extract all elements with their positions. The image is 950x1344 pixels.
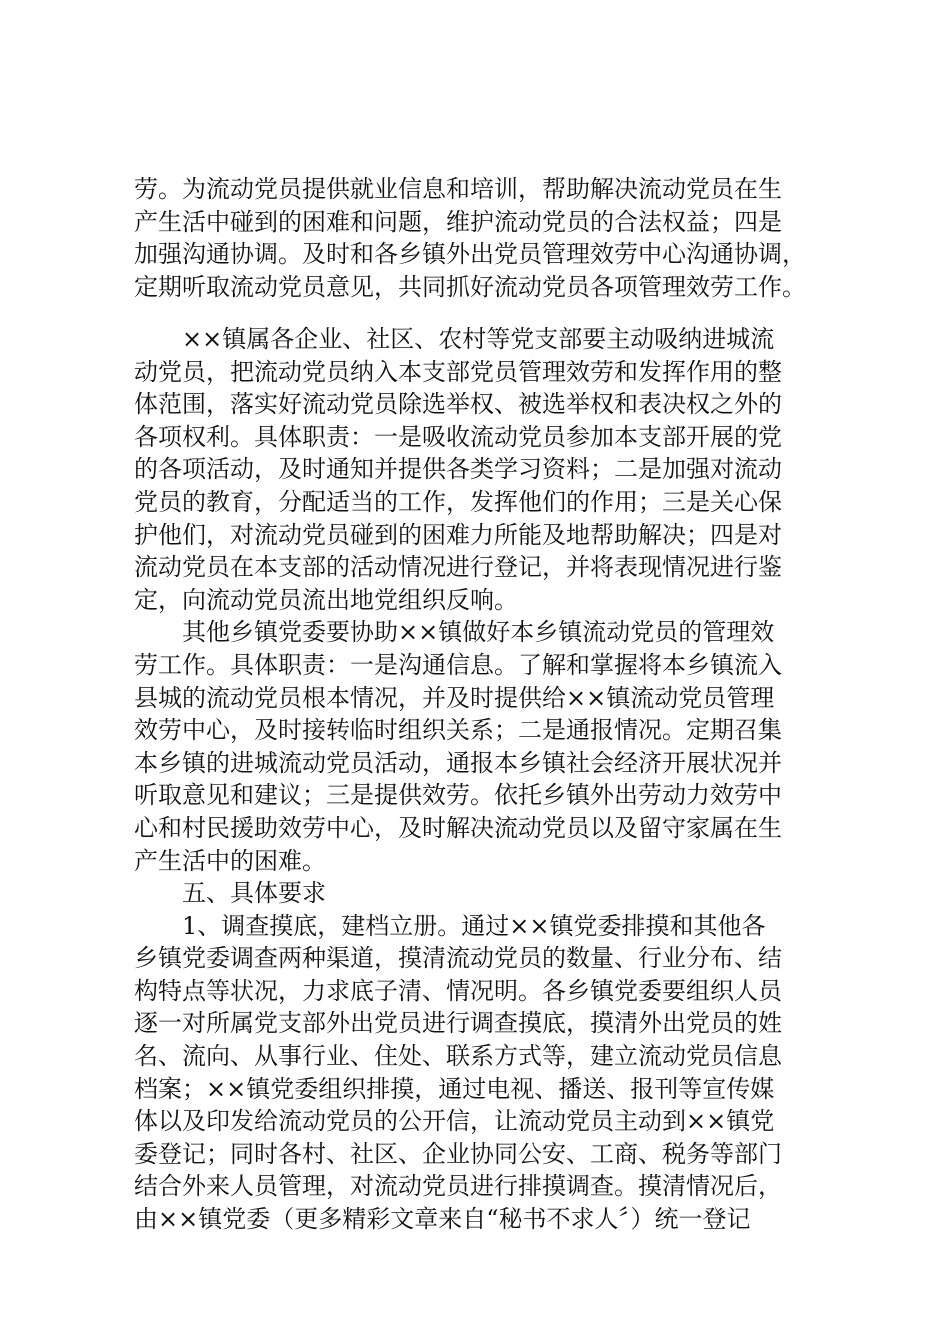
text-line: 效劳中心，及时接转临时组织关系；二是通报情况。定期召集 [134, 716, 782, 745]
text-line: 加强沟通协调。及时和各乡镇外出党员管理效劳中心沟通协调， [134, 240, 806, 269]
paragraph-continuation [134, 173, 824, 303]
text-line: 1、调查摸底，建档立册。通过××镇党委排摸和其他各 [182, 911, 766, 940]
main-text [134, 323, 824, 1236]
text-line: 党员的教育，分配适当的工作，发挥他们的作用；三是关心保 [134, 487, 782, 516]
text-line: 心和村民援助效劳中心，及时解决流动党员以及留守家属在生 [134, 813, 782, 842]
text-line: 劳。为流动党员提供就业信息和培训，帮助解决流动党员在生 [134, 175, 782, 203]
text-line: 其他乡镇党委要协助××镇做好本乡镇流动党员的管理效 [182, 618, 775, 647]
text-line: 体范围，落实好流动党员除选举权、被选举权和表决权之外的 [134, 390, 782, 419]
text-line: 本乡镇的进城流动党员活动，通报本乡镇社会经济开展状况并 [134, 748, 782, 777]
text-line: 动党员，把流动党员纳入本支部党员管理效劳和发挥作用的整 [134, 357, 782, 386]
text-line: 听取意见和建议；三是提供效劳。依托乡镇外出劳动力效劳中 [134, 781, 782, 810]
text-line: 产生活中的困难。 [134, 846, 326, 875]
text-line: 劳工作。具体职责：一是沟通信息。了解和掌握将本乡镇流入 [134, 650, 782, 679]
text-line: 定期听取流动党员意见，共同抓好流动党员各项管理效劳工作。 [134, 272, 806, 301]
text-line: 护他们，对流动党员碰到的困难力所能及地帮助解决；四是对 [134, 520, 782, 549]
text-line: 档案；××镇党委组织排摸，通过电视、播送、报刊等宣传媒 [134, 1074, 775, 1103]
text-line: 的各项活动，及时通知并提供各类学习资料；二是加强对流动 [134, 455, 782, 484]
section-heading: 五、具体要求 [182, 879, 326, 908]
text-line: 由××镇党委（更多精彩文章来自“秘书不求人〞）统一登记 [134, 1205, 751, 1234]
text-line: 产生活中碰到的困难和问题，维护流动党员的合法权益；四是 [134, 207, 782, 236]
text-line: 县城的流动党员根本情况，并及时提供给××镇流动党员管理 [134, 683, 775, 712]
text-line: 流动党员在本支部的活动情况进行登记，并将表现情况进行鉴 [134, 553, 782, 582]
text-line: 名、流向、从事行业、住处、联系方式等，建立流动党员信息 [134, 1042, 782, 1071]
text-line: 委登记；同时各村、社区、企业协同公安、工商、税务等部门 [134, 1139, 782, 1168]
text-line: 乡镇党委调查两种渠道，摸清流动党员的数量、行业分布、结 [134, 944, 782, 973]
text-line: 定，向流动党员流出地党组织反响。 [134, 585, 518, 614]
text-line: ××镇属各企业、社区、农村等党支部要主动吸纳进城流 [182, 325, 775, 353]
text-line: 构特点等状况，力求底子清、情况明。各乡镇党委要组织人员 [134, 976, 782, 1005]
text-line: 体以及印发给流动党员的公开信，让流动党员主动到××镇党 [134, 1107, 775, 1136]
text-line: 结合外来人员管理，对流动党员进行排摸调查。摸清情况后， [134, 1172, 782, 1201]
text-line: 逐一对所属党支部外出党员进行调查摸底，摸清外出党员的姓 [134, 1009, 782, 1038]
text-line: 各项权利。具体职责：一是吸收流动党员参加本支部开展的党 [134, 422, 782, 451]
